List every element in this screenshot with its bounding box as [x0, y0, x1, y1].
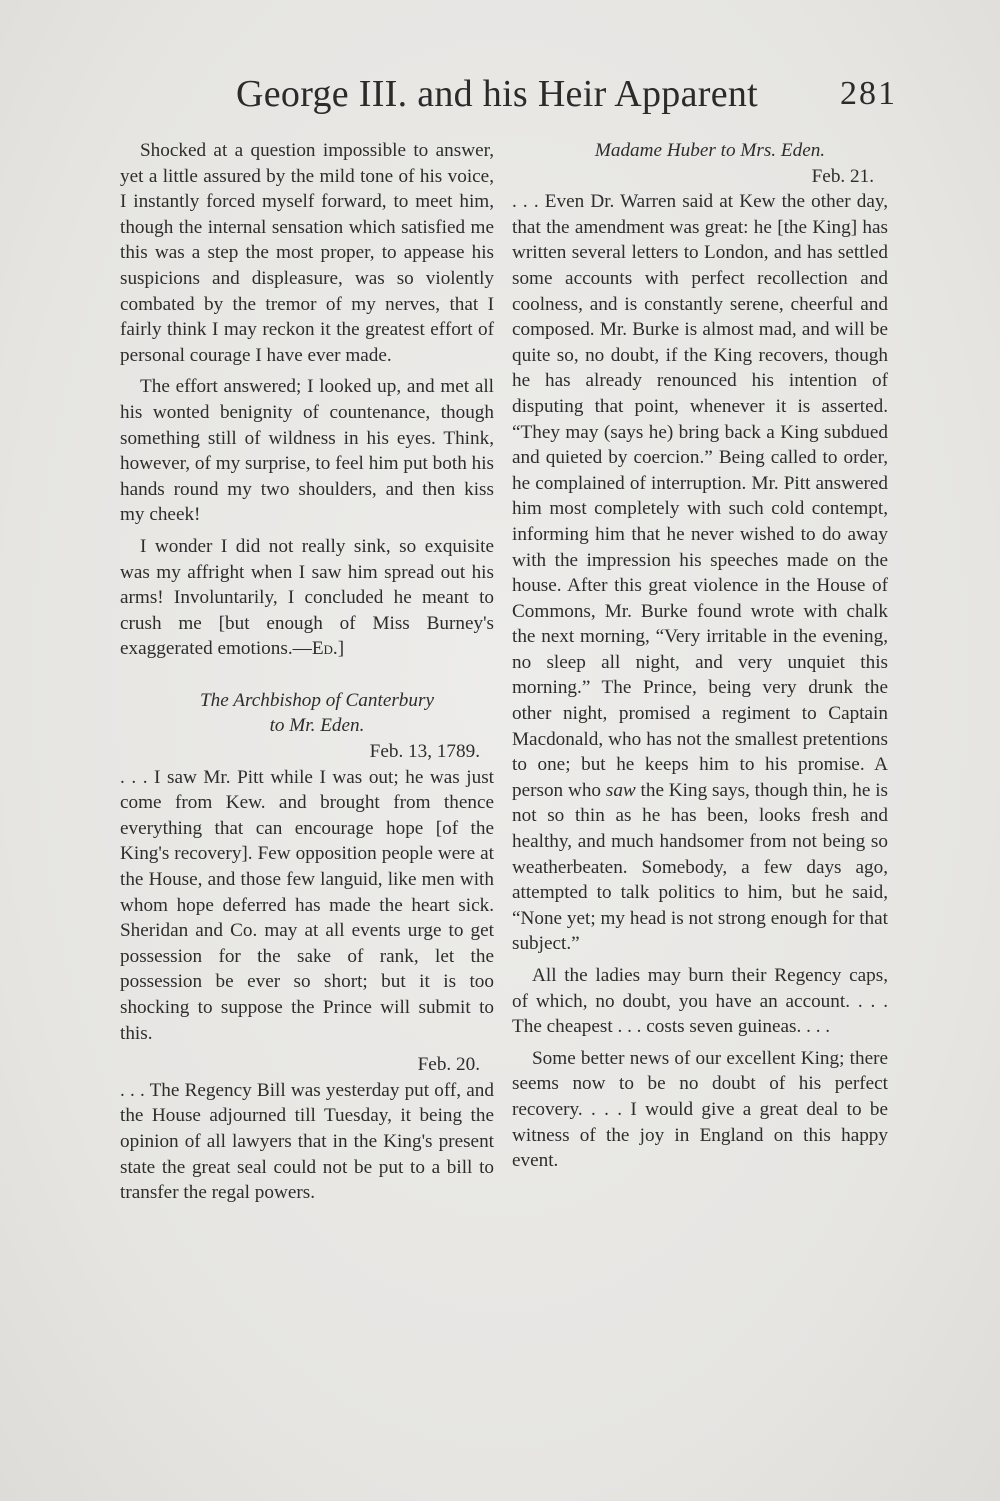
- letter-date: Feb. 13, 1789.: [369, 741, 480, 763]
- paragraph: [512, 189, 888, 957]
- editor-mark: Ed.: [311, 638, 338, 660]
- left-column: [120, 138, 494, 1206]
- letter-heading: The Archbishop of Canterbury: [200, 689, 434, 711]
- right-column: [512, 138, 888, 1174]
- running-title: George III. and his Heir Apparent: [236, 73, 759, 115]
- paragraph-text: the King says, though thin, he is not so thin as he has been, looks fresh and healthy, and much handsomer from not being so weatherbeaten. Somebody, a few days ago, attempted to talk politics to him, but he said, “None yet; my head is not strong enough for that subject.”: [512, 779, 889, 955]
- letter-date: Feb. 20.: [417, 1054, 480, 1076]
- paragraph-text: . . . Even Dr. Warren said at Kew the other day, that the amendment was great: he [the King] has written several letters to London, and has settled some accounts with perfect recollection and coolness, and is constantly serene, cheerful and composed. Mr. Burke is almost mad, and will be quite so, no doubt, if the King recovers, though he has already renounced his intention of disputing that point, whenever it is asserted. “They may (says he) bring back a King subdued and quieted by coercion.” Being called to order, he complained of interruption. Mr. Pitt answered him most completely with such cold contempt, informing him that he never wished to do away with the impression his speeches made on the house. After this great violence in the House of Commons, Mr. Burke found wrote with chalk the next morning, “Very irritable in the evening, no sleep all night, and very unquiet this morning.” The Prince, being very drunk the other night, promised a regiment to Captain Macdonald, who has not the smallest pretentions to one; but he keeps him to his promise. A person who: [512, 191, 888, 801]
- bracket-close: ]: [337, 638, 345, 660]
- paragraph: Some better news of our excellent King; there seems now to be no doubt of his perfect recovery. . . . I would give a great deal to be witness of the joy in England on this happy event.: [512, 1047, 888, 1172]
- italic-word: saw: [605, 779, 636, 801]
- running-head: [0, 72, 1000, 132]
- paragraph: All the ladies may burn their Regency caps, of which, no doubt, you have an account. . . . The cheapest . . . costs seven guineas. . . .: [512, 965, 888, 1038]
- paragraph-text: I wonder I did not really sink, so exquisite was my affright when I saw him spread out his arms! Involuntarily, I concluded he meant to crush me [but enough of Miss Burney's exaggerated emotions.—: [120, 535, 494, 660]
- page-number: 281: [840, 75, 897, 112]
- paragraph: Shocked at a question impossible to answer, yet a little assured by the mild tone of his voice, I instantly forced myself forward, to meet him, though the internal sensation which satisfied me this was a step the most proper, to appease his suspicions and displeasure, was so violently combated by the tremor of my nerves, that I fairly think I may reckon it the greatest effort of personal courage I have ever made.: [120, 140, 494, 366]
- paragraph: . . . The Regency Bill was yesterday put off, and the House adjourned till Tuesday, it being the opinion of all lawyers that in the King's present state the great seal could not be put to a bill to transfer the regal powers.: [120, 1079, 494, 1204]
- paragraph: [120, 534, 494, 662]
- letter-heading: to Mr. Eden.: [269, 715, 365, 737]
- letter-heading: Madame Huber to Mrs. Eden.: [594, 140, 826, 161]
- letter-date: Feb. 21.: [811, 165, 874, 187]
- paragraph: . . . I saw Mr. Pitt while I was out; he was just come from Kew. and brought from thence everything that can encourage hope [of the King's recovery]. Few opposition people were at the House, and those few languid, like men with whom hope deferred has made the heart sick. Sheridan and Co. may at all events urge to get possession for the sake of rank, let the possession be ever so short; but it is too shocking to suppose the Prince will submit to this.: [120, 766, 494, 1044]
- paragraph: The effort answered; I looked up, and met all his wonted benignity of countenance, though something still of wildness in his eyes. Think, however, of my surprise, to feel him put both his hands round my two shoulders, and then kiss my cheek!: [120, 376, 494, 526]
